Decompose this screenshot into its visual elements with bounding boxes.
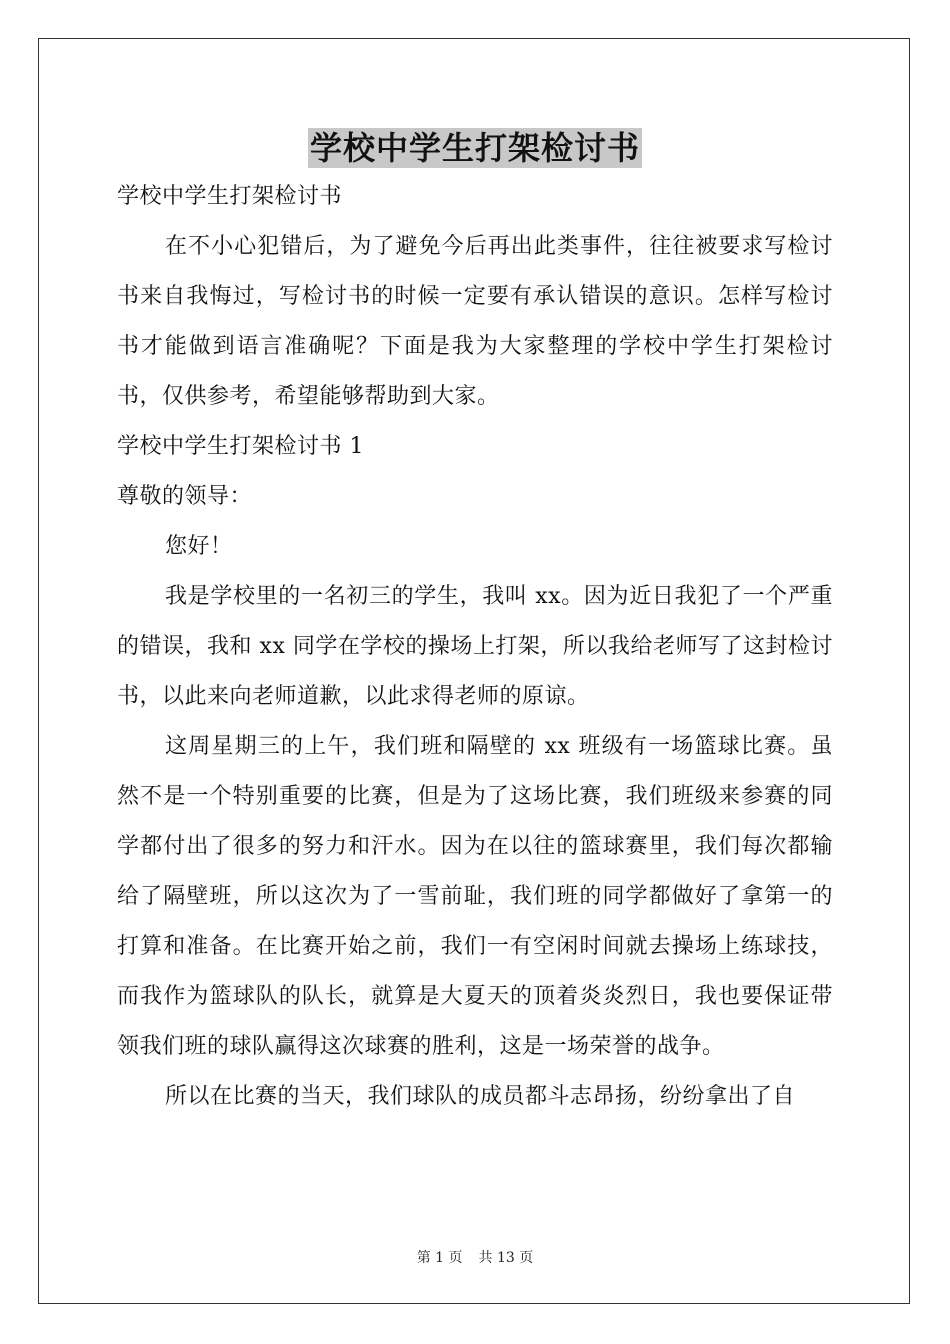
title-wrap [0,128,950,168]
paragraph: 尊敬的领导： [117,484,253,509]
paragraph: 学校中学生打架检讨书 1 [117,434,364,459]
paragraph: 我是学校里的一名初三的学生，我叫 xx。因为近日我犯了一个严重的错误，我和 xx 同学在学校的操场上打架，所以我给老师写了这封检讨书，以此来向老师道歉，以此求得老师的原谅。 [117,584,833,709]
paragraph: 您好！ [165,534,233,559]
page-number: 第 1 页 [416,1250,463,1266]
paragraph: 在不小心犯错后，为了避免今后再出此类事件，往往被要求写检讨书来自我悔过，写检讨书的时候一定要有承认错误的意识。怎样写检讨书才能做到语言准确呢？下面是我为大家整理的学校中学生打架检讨书，仅供参考，希望能够帮助到大家。 [117,234,833,409]
paragraph: 这周星期三的上午，我们班和隔壁的 xx 班级有一场篮球比赛。虽然不是一个特别重要的比赛，但是为了这场比赛，我们班级来参赛的同学都付出了很多的努力和汗水。因为在以往的篮球赛里，我们每次都输给了隔壁班，所以这次为了一雪前耻，我们班的同学都做好了拿第一的打算和准备。在比赛开始之前，我们一有空闲时间就去操场上练球技，而我作为篮球队的队长，就算是大夏天的顶着炎炎烈日，我也要保证带领我们班的球队赢得这次球赛的胜利，这是一场荣誉的战争。 [117,734,833,1059]
page-footer [0,1247,950,1267]
document-body [117,172,833,1122]
paragraph: 所以在比赛的当天，我们球队的成员都斗志昂扬，纷纷拿出了自 [165,1084,796,1109]
paragraph: 学校中学生打架检讨书 [117,184,343,209]
document-title: 学校中学生打架检讨书 [309,129,640,167]
page-total: 共 13 页 [478,1250,534,1266]
